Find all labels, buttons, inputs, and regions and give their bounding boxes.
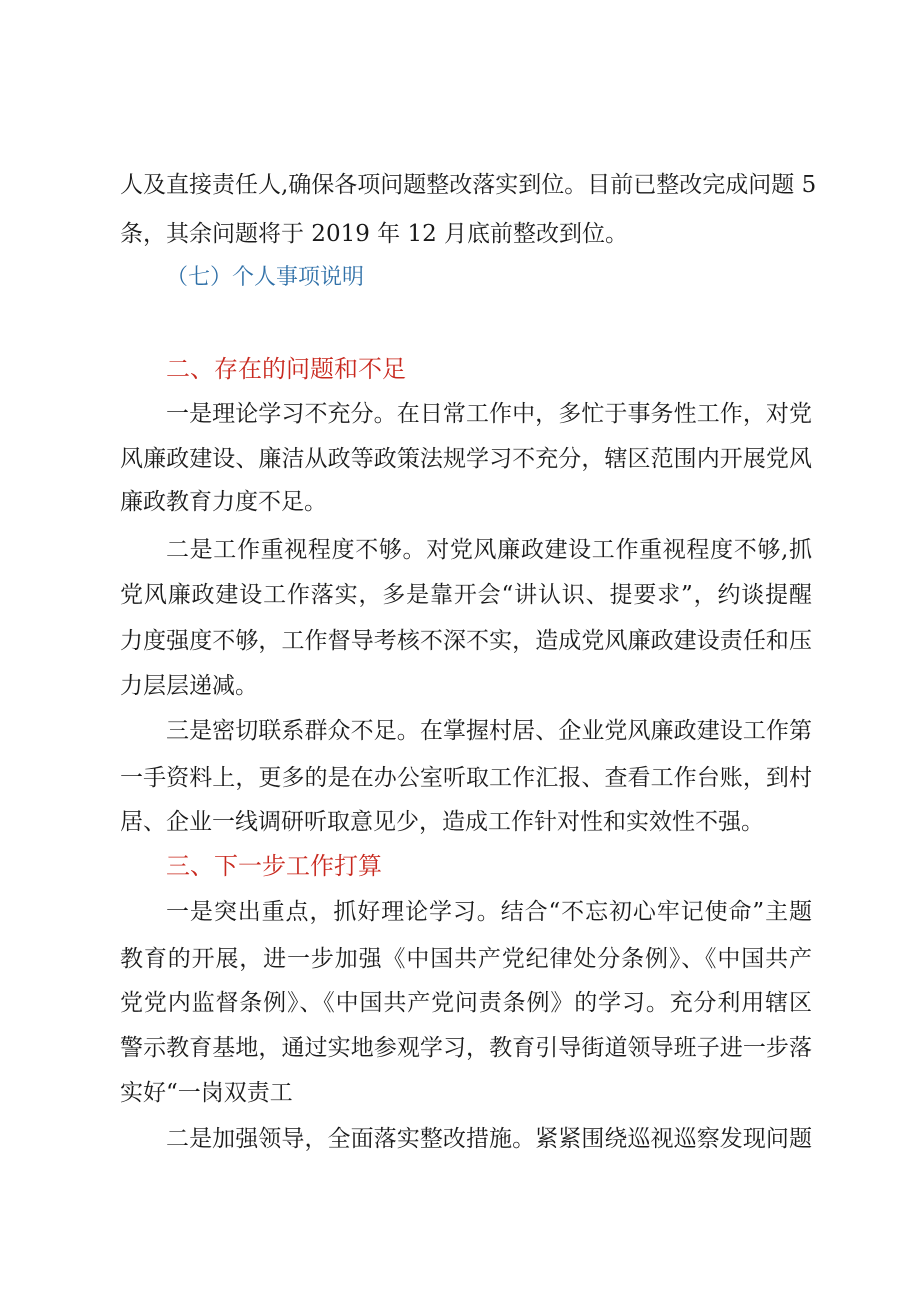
text-line: 实好“一岗双责工 <box>120 1080 293 1106</box>
text-line: 力度强度不够，工作督导考核不深不实，造成党风廉政建设责任和压 <box>120 628 812 654</box>
text-line: 教育的开展，进一步加强《中国共产党纪律处分条例》、《中国共产 <box>120 946 812 972</box>
text-line: 二是加强领导，全面落实整改措施。紧紧围绕巡视巡察发现问题 <box>166 1126 812 1152</box>
text-line: 一手资料上，更多的是在办公室听取工作汇报、查看工作台账，到村 <box>120 765 812 791</box>
text-line: 廉政教育力度不足。 <box>120 489 327 515</box>
text-line: 一是理论学习不充分。在日常工作中，多忙于事务性工作，对党 <box>166 401 812 427</box>
text-line: 力层层递减。 <box>120 673 258 699</box>
text-line: 二是工作重视程度不够。对党风廉政建设工作重视程度不够,抓 <box>166 537 812 563</box>
text-line: 三是密切联系群众不足。在掌握村居、企业党风廉政建设工作第 <box>166 718 812 744</box>
text-line: 风廉政建设、廉洁从政等政策法规学习不充分，辖区范围内开展党风 <box>120 446 812 472</box>
section-heading-next-steps: 三、下一步工作打算 <box>166 852 382 880</box>
text-line: 居、企业一线调研听取意见少，造成工作针对性和实效性不强。 <box>120 809 764 835</box>
text-line: 警示教育基地，通过实地参观学习，教育引导街道领导班子进一步落 <box>120 1035 812 1061</box>
text-line: 党党内监督条例》、《中国共产党问责条例》的学习。充分利用辖区 <box>120 990 812 1016</box>
text-line: 人及直接责任人,确保各项问题整改落实到位。目前已整改完成问题 5 <box>120 172 817 198</box>
text-line: 党风廉政建设工作落实，多是靠开会“讲认识、提要求”，约谈提醒 <box>120 582 812 608</box>
text-line: 条，其余问题将于 2019 年 12 月底前整改到位。 <box>120 221 629 247</box>
subheading-personal-matters: （七）个人事项说明 <box>166 265 365 290</box>
text-line: 一是突出重点，抓好理论学习。结合“不忘初心牢记使命”主题 <box>166 899 812 925</box>
section-heading-problems: 二、存在的问题和不足 <box>166 355 406 383</box>
